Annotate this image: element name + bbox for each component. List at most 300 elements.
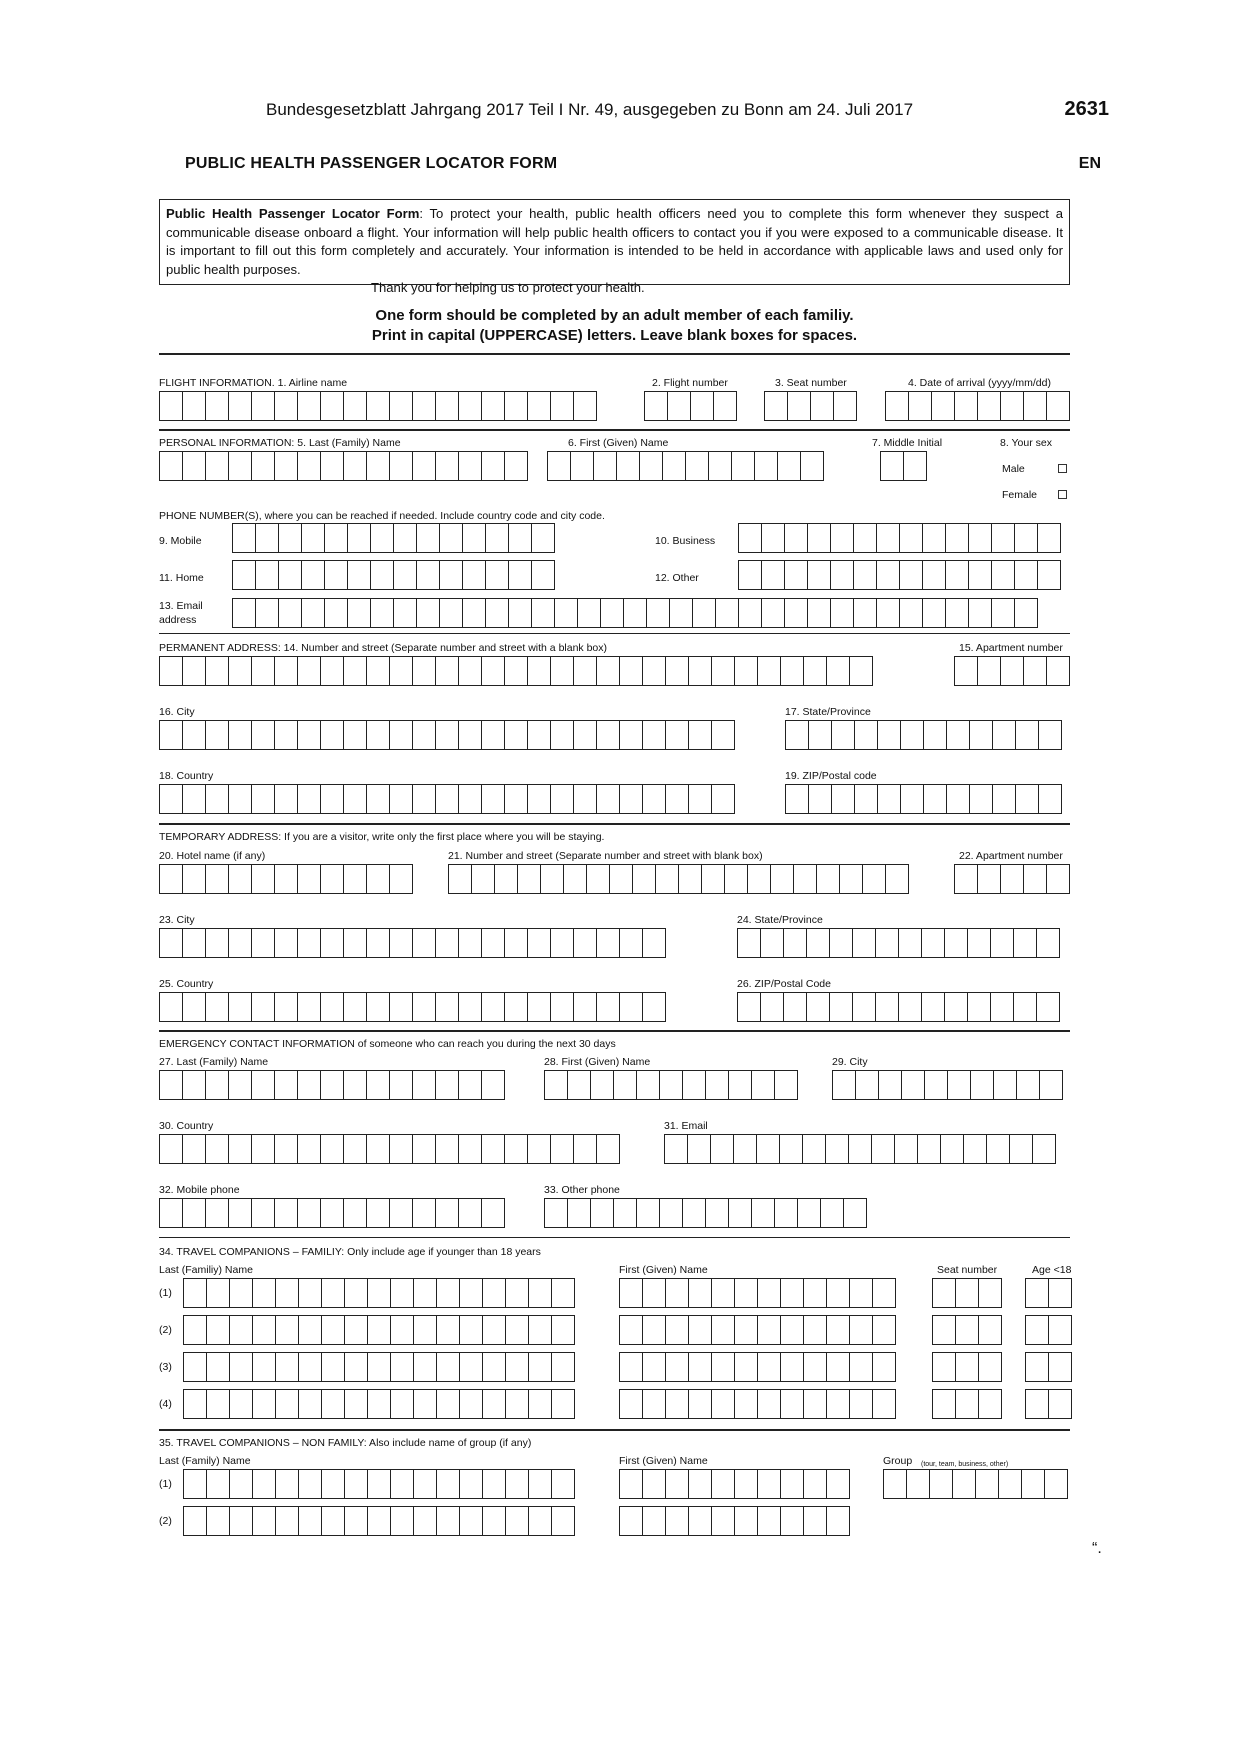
char-box[interactable] [551,1469,575,1499]
char-box[interactable] [826,1469,850,1499]
family-age-1[interactable] [1025,1278,1071,1308]
char-box[interactable] [803,656,827,686]
char-box[interactable] [1048,1389,1072,1419]
char-box[interactable] [954,864,978,894]
char-box[interactable] [390,1389,414,1419]
char-box[interactable] [504,451,528,481]
char-box[interactable] [738,523,762,553]
char-box[interactable] [413,1315,437,1345]
char-box[interactable] [573,1134,597,1164]
char-box[interactable] [875,928,899,958]
family-last-name-1[interactable] [183,1278,574,1308]
char-box[interactable] [586,864,610,894]
char-box[interactable] [278,598,302,628]
char-box[interactable] [1048,1278,1072,1308]
char-box[interactable] [613,1198,637,1228]
char-box[interactable] [852,992,876,1022]
street-field-21[interactable] [448,864,908,894]
char-box[interactable] [413,1389,437,1419]
char-box[interactable] [1014,523,1038,553]
email-field-31[interactable] [664,1134,1055,1164]
char-box[interactable] [853,523,877,553]
char-box[interactable] [389,992,413,1022]
char-box[interactable] [481,1198,505,1228]
char-box[interactable] [274,992,298,1022]
char-box[interactable] [922,560,946,590]
char-box[interactable] [367,1469,391,1499]
char-box[interactable] [528,1469,552,1499]
char-box[interactable] [787,391,811,421]
char-box[interactable] [252,1389,276,1419]
family-age-4[interactable] [1025,1389,1071,1419]
char-box[interactable] [275,1315,299,1345]
char-box[interactable] [711,1315,735,1345]
char-box[interactable] [831,784,855,814]
char-box[interactable] [855,1070,879,1100]
char-box[interactable] [205,1134,229,1164]
char-box[interactable] [540,864,564,894]
char-box[interactable] [320,391,344,421]
char-box[interactable] [412,391,436,421]
char-box[interactable] [1013,928,1037,958]
char-box[interactable] [619,992,643,1022]
char-box[interactable] [1044,1469,1068,1499]
char-box[interactable] [774,1198,798,1228]
char-box[interactable] [481,720,505,750]
char-box[interactable] [297,656,321,686]
char-box[interactable] [991,560,1015,590]
char-box[interactable] [900,784,924,814]
seat-number-field[interactable] [764,391,856,421]
char-box[interactable] [1046,864,1070,894]
char-box[interactable] [642,928,666,958]
group-field[interactable] [883,1469,1067,1499]
char-box[interactable] [1021,1469,1045,1499]
char-box[interactable] [412,992,436,1022]
char-box[interactable] [370,560,394,590]
char-box[interactable] [970,1070,994,1100]
char-box[interactable] [389,451,413,481]
char-box[interactable] [482,1278,506,1308]
char-box[interactable] [462,598,486,628]
first-name-field-28[interactable] [544,1070,797,1100]
char-box[interactable] [830,560,854,590]
char-box[interactable] [321,1352,345,1382]
char-box[interactable] [619,720,643,750]
char-box[interactable] [448,864,472,894]
char-box[interactable] [183,1315,207,1345]
char-box[interactable] [320,1198,344,1228]
char-box[interactable] [757,1278,781,1308]
char-box[interactable] [343,784,367,814]
char-box[interactable] [876,560,900,590]
family-first-name-1[interactable] [619,1278,895,1308]
char-box[interactable] [366,784,390,814]
char-box[interactable] [883,1469,907,1499]
char-box[interactable] [642,656,666,686]
char-box[interactable] [505,1278,529,1308]
char-box[interactable] [504,928,528,958]
char-box[interactable] [252,1506,276,1536]
char-box[interactable] [504,992,528,1022]
char-box[interactable] [531,560,555,590]
char-box[interactable] [393,523,417,553]
char-box[interactable] [458,391,482,421]
char-box[interactable] [1039,1070,1063,1100]
char-box[interactable] [481,451,505,481]
char-box[interactable] [159,1070,183,1100]
char-box[interactable] [978,1278,1002,1308]
flight-number-field[interactable] [644,391,736,421]
char-box[interactable] [826,1389,850,1419]
char-box[interactable] [531,598,555,628]
char-box[interactable] [344,1315,368,1345]
char-box[interactable] [343,391,367,421]
char-box[interactable] [954,391,978,421]
char-box[interactable] [366,928,390,958]
char-box[interactable] [830,523,854,553]
char-box[interactable] [462,560,486,590]
last-name-field-27[interactable] [159,1070,504,1100]
char-box[interactable] [713,391,737,421]
mobile-phone-field[interactable] [232,523,554,553]
char-box[interactable] [389,928,413,958]
char-box[interactable] [877,784,901,814]
char-box[interactable] [159,1134,183,1164]
char-box[interactable] [728,1198,752,1228]
char-box[interactable] [1037,523,1061,553]
char-box[interactable] [1025,1352,1049,1382]
char-box[interactable] [481,784,505,814]
char-box[interactable] [570,451,594,481]
business-phone-field[interactable] [738,523,1060,553]
char-box[interactable] [551,1506,575,1536]
char-box[interactable] [990,928,1014,958]
char-box[interactable] [251,391,275,421]
char-box[interactable] [688,1315,712,1345]
char-box[interactable] [655,864,679,894]
char-box[interactable] [205,720,229,750]
char-box[interactable] [390,1315,414,1345]
char-box[interactable] [876,598,900,628]
char-box[interactable] [590,1070,614,1100]
char-box[interactable] [228,1070,252,1100]
char-box[interactable] [324,523,348,553]
char-box[interactable] [389,784,413,814]
char-box[interactable] [1025,1278,1049,1308]
char-box[interactable] [1023,391,1047,421]
char-box[interactable] [688,1389,712,1419]
char-box[interactable] [393,598,417,628]
char-box[interactable] [757,1352,781,1382]
char-box[interactable] [389,656,413,686]
char-box[interactable] [459,1506,483,1536]
char-box[interactable] [669,598,693,628]
char-box[interactable] [182,864,206,894]
char-box[interactable] [667,391,691,421]
char-box[interactable] [688,1506,712,1536]
char-box[interactable] [547,451,571,481]
char-box[interactable] [991,598,1015,628]
char-box[interactable] [251,1070,275,1100]
char-box[interactable] [945,523,969,553]
char-box[interactable] [436,1352,460,1382]
char-box[interactable] [321,1506,345,1536]
char-box[interactable] [366,992,390,1022]
char-box[interactable] [968,560,992,590]
char-box[interactable] [642,1389,666,1419]
char-box[interactable] [527,992,551,1022]
char-box[interactable] [619,1469,643,1499]
char-box[interactable] [901,1070,925,1100]
char-box[interactable] [412,1198,436,1228]
char-box[interactable] [664,1134,688,1164]
char-box[interactable] [544,1070,568,1100]
char-box[interactable] [711,1278,735,1308]
char-box[interactable] [783,992,807,1022]
char-box[interactable] [797,1198,821,1228]
family-last-name-3[interactable] [183,1352,574,1382]
family-seat-4[interactable] [932,1389,1001,1419]
char-box[interactable] [550,928,574,958]
char-box[interactable] [734,1278,758,1308]
char-box[interactable] [1025,1315,1049,1345]
char-box[interactable] [986,1134,1010,1164]
char-box[interactable] [711,1469,735,1499]
char-box[interactable] [876,523,900,553]
char-box[interactable] [528,1389,552,1419]
char-box[interactable] [297,1070,321,1100]
char-box[interactable] [252,1278,276,1308]
char-box[interactable] [898,992,922,1022]
char-box[interactable] [550,992,574,1022]
char-box[interactable] [182,928,206,958]
char-box[interactable] [793,864,817,894]
char-box[interactable] [366,391,390,421]
char-box[interactable] [803,1315,827,1345]
char-box[interactable] [977,391,1001,421]
char-box[interactable] [320,864,344,894]
char-box[interactable] [803,1352,827,1382]
airline-name-field[interactable] [159,391,596,421]
char-box[interactable] [573,656,597,686]
nonfam-first-name-2[interactable] [619,1506,849,1536]
char-box[interactable] [642,720,666,750]
char-box[interactable] [505,1315,529,1345]
char-box[interactable] [849,656,873,686]
char-box[interactable] [182,656,206,686]
char-box[interactable] [229,1506,253,1536]
char-box[interactable] [705,1198,729,1228]
char-box[interactable] [803,1389,827,1419]
char-box[interactable] [439,560,463,590]
char-box[interactable] [343,1198,367,1228]
char-box[interactable] [921,928,945,958]
char-box[interactable] [458,784,482,814]
char-box[interactable] [527,928,551,958]
char-box[interactable] [731,451,755,481]
char-box[interactable] [577,598,601,628]
char-box[interactable] [590,1198,614,1228]
char-box[interactable] [806,992,830,1022]
char-box[interactable] [877,720,901,750]
arrival-date-field[interactable] [885,391,1069,421]
char-box[interactable] [642,784,666,814]
char-box[interactable] [685,451,709,481]
char-box[interactable] [619,784,643,814]
char-box[interactable] [366,656,390,686]
char-box[interactable] [780,1352,804,1382]
char-box[interactable] [784,598,808,628]
char-box[interactable] [665,720,689,750]
char-box[interactable] [544,1198,568,1228]
char-box[interactable] [1009,1134,1033,1164]
char-box[interactable] [229,1389,253,1419]
char-box[interactable] [1048,1352,1072,1382]
char-box[interactable] [481,1134,505,1164]
char-box[interactable] [551,1389,575,1419]
male-checkbox[interactable] [1058,464,1067,473]
char-box[interactable] [458,720,482,750]
char-box[interactable] [435,656,459,686]
city-field-16[interactable] [159,720,734,750]
char-box[interactable] [826,656,850,686]
char-box[interactable] [206,1352,230,1382]
char-box[interactable] [978,1389,1002,1419]
char-box[interactable] [274,720,298,750]
city-field-23[interactable] [159,928,665,958]
char-box[interactable] [528,1278,552,1308]
char-box[interactable] [659,1070,683,1100]
char-box[interactable] [183,1469,207,1499]
char-box[interactable] [1014,598,1038,628]
char-box[interactable] [458,1070,482,1100]
char-box[interactable] [632,864,656,894]
char-box[interactable] [853,598,877,628]
char-box[interactable] [688,1278,712,1308]
char-box[interactable] [993,1070,1017,1100]
char-box[interactable] [504,1134,528,1164]
char-box[interactable] [688,1469,712,1499]
char-box[interactable] [435,784,459,814]
char-box[interactable] [803,1506,827,1536]
char-box[interactable] [1025,1389,1049,1419]
char-box[interactable] [275,1352,299,1382]
char-box[interactable] [343,451,367,481]
char-box[interactable] [366,1070,390,1100]
char-box[interactable] [849,1389,873,1419]
char-box[interactable] [343,1134,367,1164]
char-box[interactable] [550,391,574,421]
home-phone-field[interactable] [232,560,554,590]
family-age-2[interactable] [1025,1315,1071,1345]
char-box[interactable] [642,1352,666,1382]
char-box[interactable] [665,1352,689,1382]
char-box[interactable] [459,1469,483,1499]
char-box[interactable] [159,720,183,750]
family-seat-1[interactable] [932,1278,1001,1308]
char-box[interactable] [367,1352,391,1382]
char-box[interactable] [573,720,597,750]
char-box[interactable] [232,560,256,590]
char-box[interactable] [644,391,668,421]
char-box[interactable] [550,720,574,750]
char-box[interactable] [853,560,877,590]
char-box[interactable] [1000,656,1024,686]
char-box[interactable] [159,992,183,1022]
char-box[interactable] [508,560,532,590]
char-box[interactable] [975,1469,999,1499]
char-box[interactable] [946,784,970,814]
char-box[interactable] [504,656,528,686]
email-field[interactable] [232,598,1037,628]
char-box[interactable] [389,1070,413,1100]
char-box[interactable] [370,598,394,628]
char-box[interactable] [734,656,758,686]
char-box[interactable] [320,451,344,481]
char-box[interactable] [301,523,325,553]
char-box[interactable] [826,1315,850,1345]
hotel-field-20[interactable] [159,864,412,894]
char-box[interactable] [390,1278,414,1308]
char-box[interactable] [1036,928,1060,958]
char-box[interactable] [944,928,968,958]
char-box[interactable] [715,598,739,628]
char-box[interactable] [458,656,482,686]
nonfam-first-name-1[interactable] [619,1469,849,1499]
char-box[interactable] [274,1198,298,1228]
char-box[interactable] [324,560,348,590]
char-box[interactable] [471,864,495,894]
char-box[interactable] [229,1352,253,1382]
char-box[interactable] [481,656,505,686]
char-box[interactable] [298,1352,322,1382]
char-box[interactable] [367,1389,391,1419]
char-box[interactable] [206,1389,230,1419]
char-box[interactable] [1013,992,1037,1022]
char-box[interactable] [816,864,840,894]
char-box[interactable] [274,1070,298,1100]
char-box[interactable] [436,1469,460,1499]
char-box[interactable] [159,784,183,814]
char-box[interactable] [992,720,1016,750]
char-box[interactable] [416,598,440,628]
char-box[interactable] [390,1469,414,1499]
char-box[interactable] [251,1198,275,1228]
char-box[interactable] [183,1389,207,1419]
char-box[interactable] [777,451,801,481]
char-box[interactable] [754,451,778,481]
char-box[interactable] [665,1469,689,1499]
char-box[interactable] [229,1315,253,1345]
char-box[interactable] [885,864,909,894]
mobile-field-32[interactable] [159,1198,504,1228]
char-box[interactable] [182,1070,206,1100]
char-box[interactable] [505,1352,529,1382]
country-field-30[interactable] [159,1134,619,1164]
char-box[interactable] [854,784,878,814]
char-box[interactable] [826,1278,850,1308]
char-box[interactable] [459,1315,483,1345]
char-box[interactable] [251,864,275,894]
char-box[interactable] [737,992,761,1022]
char-box[interactable] [482,1469,506,1499]
char-box[interactable] [343,720,367,750]
char-box[interactable] [734,1506,758,1536]
family-last-name-2[interactable] [183,1315,574,1345]
char-box[interactable] [808,720,832,750]
char-box[interactable] [800,451,824,481]
